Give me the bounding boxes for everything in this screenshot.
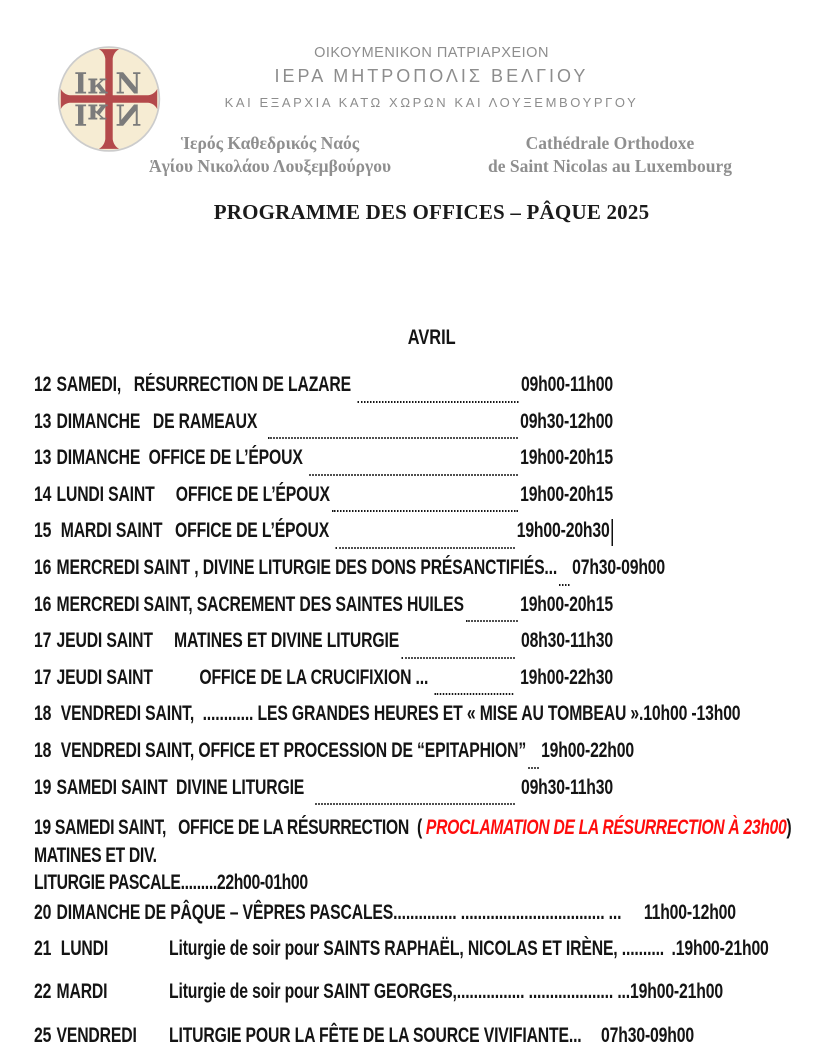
row-service-label: VENDREDI SAINT, OFFICE ET PROCESSION DE “EPITAPHION” — [56, 738, 527, 762]
church-name-greek: Ἱερός Καθεδρικός Ναός Ἁγίου Νικολάου Λουξεμβούργου — [148, 133, 392, 176]
row-time: 19h00-20h30 — [516, 519, 610, 543]
row-day-number: 18 — [34, 702, 52, 726]
row-service-label: DIMANCHE OFFICE DE L’ÉPOUX — [56, 446, 307, 470]
row-day-number: 14 — [34, 482, 52, 506]
dotted-leader — [401, 640, 514, 659]
schedule-row — [34, 629, 613, 666]
dotted-leader — [435, 676, 514, 695]
proclamation-highlight: PROCLAMATION DE LA RÉSURRECTION À 23h00 — [425, 816, 787, 840]
row-time: 07h30-09h00 — [572, 555, 666, 579]
row-day-number: 19 — [34, 816, 51, 840]
row-service-label: Liturgie de soir pour SAINT GEORGES,................ .................... ... — [169, 980, 631, 1004]
dotted-leader — [559, 567, 570, 586]
schedule-row — [34, 900, 736, 931]
row-service-label: DIMANCHE DE RAMEAUX — [56, 409, 266, 433]
svg-text:Ν: Ν — [115, 66, 142, 101]
row-service-label: MARDI SAINT OFFICE DE L’ÉPOUX — [56, 519, 334, 543]
row-day-number: 16 — [34, 592, 52, 616]
row-time: 19h00-20h15 — [520, 482, 613, 506]
row-day-number: 19 — [34, 775, 52, 799]
row-time: 09h00-11h00 — [520, 373, 613, 396]
row-time: 10h00 -13h00 — [643, 702, 741, 726]
schedule-row — [34, 593, 613, 630]
dotted-leader — [332, 493, 518, 512]
row-day-name: MARDI — [56, 980, 108, 1004]
row-service-label: MERCREDI SAINT, SACREMENT DES SAINTES HUILES — [56, 592, 464, 616]
row-service-label: SAMEDI, RÉSURRECTION DE LAZARE — [56, 373, 356, 396]
dotted-leader — [309, 457, 518, 476]
schedule-row — [34, 446, 613, 483]
row-day-number: 13 — [34, 409, 52, 433]
row-day-name: VENDREDI — [56, 1023, 137, 1047]
text-cursor — [611, 519, 613, 546]
row-day-number: 21 — [34, 936, 52, 960]
schedule-row — [34, 519, 613, 556]
schedule-row — [34, 410, 613, 447]
row-time: 19h00-20h15 — [520, 446, 613, 470]
row-day-number: 18 — [34, 738, 52, 762]
row-day-number: 15 — [34, 519, 52, 543]
row-time: 09h30-11h30 — [516, 775, 613, 799]
dotted-leader — [357, 384, 518, 403]
svg-text:Ικ: Ικ — [74, 97, 109, 132]
schedule-row — [34, 555, 666, 593]
schedule-row — [34, 980, 723, 1018]
row-time: 19h00-22h30 — [515, 665, 613, 689]
row-day-number: 12 — [34, 373, 52, 396]
row-day-number: 25 — [34, 1023, 52, 1047]
row-day-number: 16 — [34, 555, 52, 579]
schedule-row — [34, 936, 769, 975]
row-time: 07h30-09h00 — [601, 1023, 694, 1047]
row-service-label: DIMANCHE DE PÂQUE – VÊPRES PASCALES............... .................................. ... — [56, 900, 622, 924]
patriarchate-line: ΟΙΚΟΥΜΕΝΙΚΟΝ ΠΑΤΡΙΑΡΧΕΙΟΝ — [314, 45, 549, 61]
easter-vigil-row: 19 SAMEDI SAINT, OFFICE DE LA RÉSURRECTION ( PROCLAMATION DE LA RÉSURRECTION À 23h00) MATINES ET DIV. LITURGIE PASCALE.........22h00-01h00 — [34, 816, 796, 895]
row-time: 09h30-12h00 — [520, 409, 613, 433]
exarchate-line: ΚΑΙ ΕΞΑΡΧΙΑ ΚΑΤΩ ΧΩΡΩΝ ΚΑΙ ΛΟΥΞΕΜΒΟΥΡΓΟΥ — [224, 95, 639, 110]
row-day-number: 22 — [34, 980, 52, 1004]
row-time: 08h30-11h30 — [516, 629, 613, 653]
schedule-row — [34, 373, 613, 410]
svg-text:Ικ: Ικ — [74, 66, 109, 101]
row-service-label: LUNDI SAINT OFFICE DE L’ÉPOUX — [56, 482, 330, 506]
dotted-leader — [466, 603, 518, 622]
schedule-row — [34, 666, 613, 703]
row-time: .19h00-21h00 — [671, 936, 769, 960]
row-day-number: 17 — [34, 629, 52, 653]
schedule — [34, 373, 796, 1061]
row-time: 19h00-21h00 — [630, 980, 723, 1004]
row-service-label: MERCREDI SAINT , DIVINE LITURGIE DES DONS PRÉSANCTIFIÉS... — [56, 555, 558, 579]
schedule-rows-top — [34, 373, 741, 812]
church-name-french: Cathédrale Orthodoxe de Saint Nicolas au Luxembourg — [487, 133, 733, 176]
row-time: 19h00-22h00 — [541, 738, 634, 762]
month-heading: AVRIL — [407, 326, 456, 349]
row-day-number: 20 — [34, 900, 52, 924]
row-service-label: LITURGIE POUR LA FÊTE DE LA SOURCE VIVIFIANTE... — [169, 1023, 582, 1047]
schedule-rows-bottom — [34, 900, 769, 1061]
schedule-row — [34, 483, 613, 520]
svg-text:Ν: Ν — [115, 97, 142, 132]
schedule-row — [34, 738, 634, 776]
row-day-number: 13 — [34, 446, 52, 470]
row-service-label: Liturgie de soir pour SAINTS RAPHAËL, NICOLAS ET IRÈNE, .......... — [169, 936, 665, 960]
row-day-name: LUNDI — [56, 936, 109, 960]
schedule-row — [34, 702, 741, 739]
row-time: 19h00-20h15 — [520, 592, 613, 616]
schedule-row — [34, 776, 613, 813]
dotted-leader — [315, 786, 515, 805]
row-service-label: JEUDI SAINT OFFICE DE LA CRUCIFIXION ... — [56, 665, 433, 689]
row-service-label: JEUDI SAINT MATINES ET DIVINE LITURGIE — [56, 629, 400, 653]
row-time: 11h00-12h00 — [643, 900, 736, 924]
dotted-leader — [336, 530, 515, 549]
page-title: PROGRAMME DES OFFICES – PÂQUE 2025 — [213, 200, 650, 224]
dotted-leader — [268, 420, 518, 439]
row-service-label: SAMEDI SAINT DIVINE LITURGIE — [56, 775, 313, 799]
metropolis-line: ΙΕΡΑ ΜΗΤΡΟΠΟΛΙΣ ΒΕΛΓΙΟΥ — [274, 66, 589, 86]
row-day-number: 17 — [34, 665, 52, 689]
dotted-leader — [528, 750, 539, 769]
row-service-label: VENDREDI SAINT, ............ LES GRANDES HEURES ET « MISE AU TOMBEAU ». — [56, 702, 644, 726]
schedule-row — [34, 1023, 694, 1061]
